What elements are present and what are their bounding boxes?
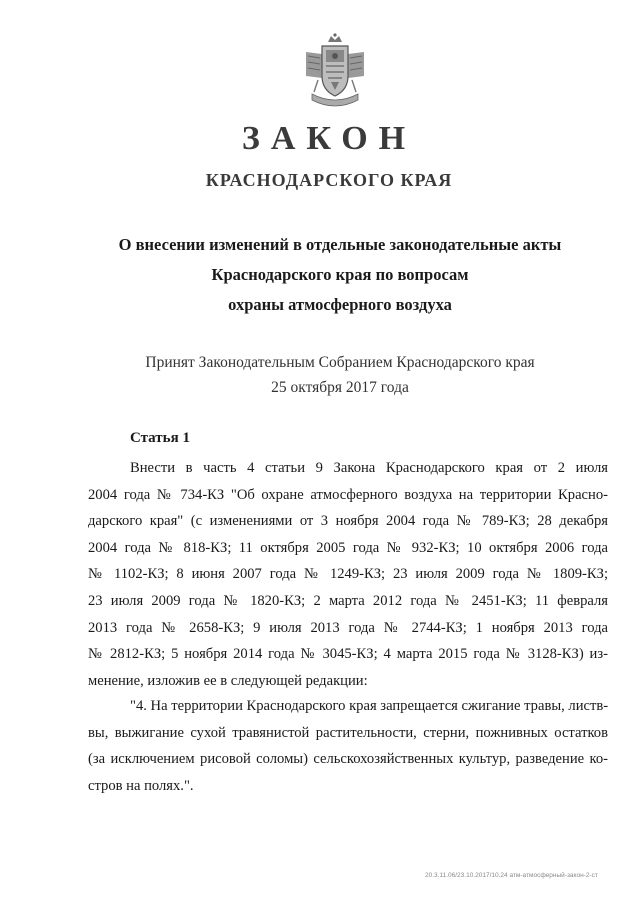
text-line: (за исключением рисовой соломы) сельскохозяйственных культур, разведение ко- <box>88 751 608 768</box>
text-line: 2004 года № 734-КЗ "Об охране атмосферного воздуха на территории Красно- <box>88 486 608 503</box>
text-line: № 1102-КЗ; 8 июня 2007 года № 1249-КЗ; 23 июля 2009 года № 1809-КЗ; <box>88 566 608 583</box>
text-line: "4. На территории Краснодарского края запрещается сжигание травы, листв- <box>130 698 609 714</box>
law-title-line: охраны атмосферного воздуха <box>228 295 452 314</box>
text-line: дарского края" (с изменениями от 3 ноября 2004 года № 789-КЗ; 28 декабря <box>88 513 608 530</box>
article-paragraph-1 <box>88 455 608 694</box>
law-title <box>80 230 600 320</box>
law-title-line: О внесении изменений в отдельные законодательные акты <box>118 235 562 254</box>
text-line: вы, выжигание сухой травянистой растительности, стерни, пожнивных остатков <box>88 724 608 741</box>
document-subtitle: КРАСНОДАРСКОГО КРАЯ <box>205 170 453 190</box>
text-line: 2013 года № 2658-КЗ; 9 июля 2013 года № 2744-КЗ; 1 ноября 2013 года <box>88 619 608 636</box>
text-line: 23 июля 2009 года № 1820-КЗ; 2 марта 2012 года № 2451-КЗ; 11 февраля <box>88 592 608 609</box>
article-heading: Статья 1 <box>130 430 190 446</box>
document-title: ЗАКОН <box>241 120 417 157</box>
article-paragraph-2 <box>88 693 608 799</box>
adoption-date: 25 октября 2017 года <box>271 379 409 396</box>
coat-of-arms-icon <box>298 32 372 110</box>
adoption-note <box>80 350 600 400</box>
text-line: стров на полях.". <box>88 777 194 794</box>
text-line: 2004 года № 818-КЗ; 11 октября 2005 года № 932-КЗ; 10 октября 2006 года <box>88 539 608 556</box>
footer-stamp: 20.3.11.06/23.10.2017/10.24 атм-атмосферный-закон-2-ст <box>425 872 598 879</box>
text-line: менение, изложив ее в следующей редакции: <box>88 672 368 689</box>
law-title-line: Краснодарского края по вопросам <box>211 265 469 284</box>
adoption-line: Принят Законодательным Собранием Краснодарского края <box>145 354 535 371</box>
text-line: Внести в часть 4 статьи 9 Закона Краснодарского края от 2 июля <box>130 460 608 476</box>
text-line: № 2812-КЗ; 5 ноября 2014 года № 3045-КЗ; 4 марта 2015 года № 3128-КЗ) из- <box>88 646 608 663</box>
